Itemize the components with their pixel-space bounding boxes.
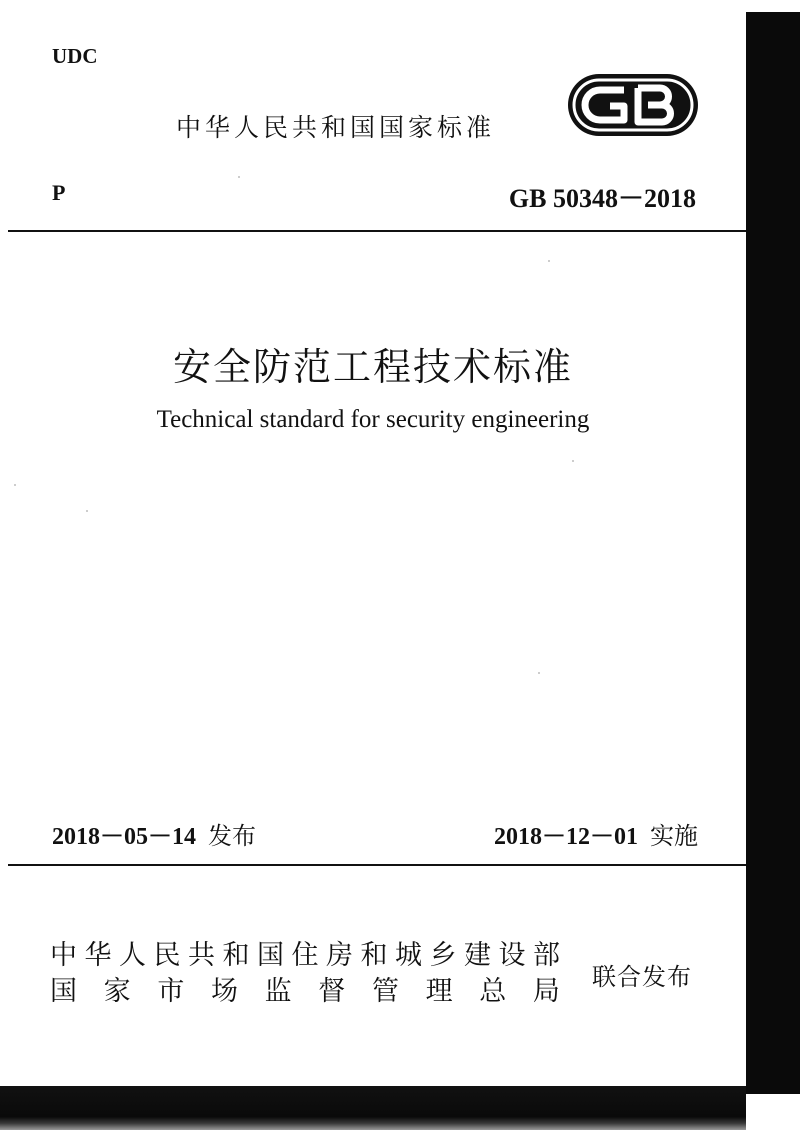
publisher-char: 民 — [153, 940, 181, 971]
publisher-line-2 — [50, 974, 560, 1010]
publisher-char: 管 — [371, 976, 399, 1007]
publisher-char: 家 — [103, 976, 131, 1007]
title-chinese: 安全防范工程技术标准 — [172, 347, 573, 389]
scan-speck — [86, 510, 88, 512]
scan-speck — [238, 176, 240, 178]
publisher-char: 建 — [464, 940, 491, 971]
publisher-char: 督 — [318, 976, 346, 1007]
publisher-char: 共 — [188, 940, 215, 971]
publisher-char: 市 — [157, 976, 185, 1007]
scan-speck — [14, 484, 16, 486]
standard-type-heading: 中华人民共和国国家标准 — [176, 113, 496, 142]
gb-logo — [566, 70, 700, 140]
top-divider — [8, 230, 746, 232]
implement-date-row — [494, 816, 698, 851]
joint-publish-label: 联合发布 — [592, 963, 692, 991]
implement-label: 实施 — [650, 822, 698, 850]
publisher-char: 总 — [479, 976, 507, 1007]
implement-date: 2018－12－01 — [494, 824, 638, 850]
publisher-char: 国 — [50, 976, 77, 1007]
udc-label: UDC — [52, 44, 98, 68]
publisher-char: 国 — [257, 940, 284, 971]
scan-speck — [538, 672, 540, 674]
publisher-char: 房 — [326, 940, 353, 971]
scan-edge-right — [746, 0, 800, 1130]
scan-speck — [572, 460, 574, 462]
title-english: Technical standard for security engineering — [156, 406, 590, 433]
scan-speck — [548, 260, 550, 262]
bottom-divider — [8, 864, 746, 866]
issue-date: 2018－05－14 — [52, 824, 196, 850]
publisher-char: 人 — [119, 940, 146, 971]
category-code: P — [52, 180, 66, 205]
issue-date-row — [52, 816, 256, 851]
publisher-char: 和 — [222, 940, 250, 971]
publisher-char: 城 — [395, 940, 422, 971]
publisher-char: 华 — [84, 940, 112, 971]
standard-number: GB 50348－2018 — [508, 184, 696, 213]
publisher-line-1 — [50, 938, 560, 974]
issue-label: 发布 — [208, 822, 256, 850]
publisher-char: 乡 — [429, 940, 457, 971]
publisher-char: 和 — [360, 940, 388, 971]
publisher-char: 局 — [532, 976, 560, 1007]
scan-edge-right-top — [746, 0, 800, 12]
publishers-block — [50, 938, 560, 1010]
publisher-char: 理 — [425, 976, 453, 1007]
scan-edge-bottom — [0, 1086, 746, 1130]
publisher-char: 监 — [264, 976, 292, 1007]
publisher-char: 住 — [291, 940, 319, 971]
publisher-char: 部 — [533, 940, 560, 971]
publisher-char: 场 — [210, 976, 238, 1007]
publisher-char: 设 — [498, 940, 526, 971]
publisher-char: 中 — [50, 940, 77, 971]
scan-edge-corner — [746, 1094, 800, 1130]
